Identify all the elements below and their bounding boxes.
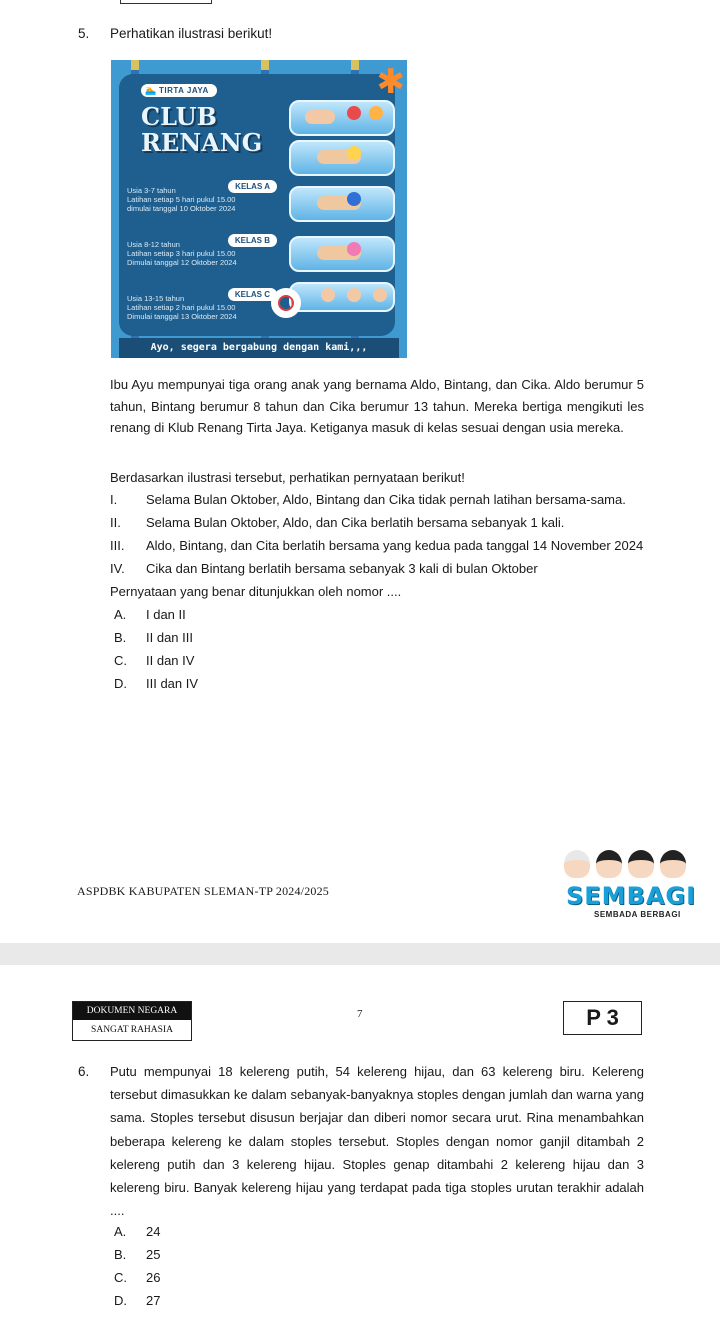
kid-head-shape (373, 288, 387, 302)
starfish-icon: ✱ (376, 63, 405, 101)
class-c-title: KELAS C (228, 288, 277, 301)
option-letter: C. (114, 1270, 127, 1285)
statement-text: Cika dan Bintang berlatih bersama sebanyak 3 kali di bulan Oktober (146, 561, 538, 576)
life-ring-icon (271, 288, 301, 318)
class-c-swimmer-picture (289, 236, 395, 272)
option-letter: A. (114, 1224, 127, 1239)
class-c-start: Dimulai tanggal 13 Oktober 2024 (127, 312, 237, 321)
poster-title (141, 104, 262, 156)
class-a-start: dimulai tanggal 10 Oktober 2024 (127, 204, 236, 213)
option-letter: D. (114, 1293, 127, 1308)
swim-cap-shape (347, 146, 361, 160)
footer-text: ASPDBK KABUPATEN SLEMAN-TP 2024/2025 (77, 884, 330, 898)
swim-cap-shape (369, 106, 383, 120)
class-b-info (127, 236, 270, 267)
question-5-question: Pernyataan yang benar ditunjukkan oleh nomor .... (110, 584, 402, 599)
class-a-swimmer-picture (289, 140, 395, 176)
swimmer-icon: 🏊 (145, 85, 157, 95)
option-text: III dan IV (146, 676, 199, 691)
question-5-instruction: Berdasarkan ilustrasi tersebut, perhatikan pernyataan berikut! (110, 470, 465, 485)
class-b-schedule: Latihan setiap 3 hari pukul 15.00 (127, 249, 236, 258)
poster-panel (119, 74, 395, 336)
statement-text: Selama Bulan Oktober, Aldo, Bintang dan Cika tidak pernah latihan bersama-sama. (146, 492, 626, 507)
class-b-age: Usia 8-12 tahun (127, 240, 180, 249)
kid-illustration (564, 850, 590, 878)
option-letter: D. (114, 676, 127, 691)
poster-brand-text: TIRTA JAYA (159, 86, 209, 95)
page-number: 7 (357, 1008, 363, 1020)
class-a-schedule: Latihan setiap 5 hari pukul 15.00 (127, 195, 236, 204)
option-text: 24 (146, 1224, 161, 1239)
class-c-info (127, 290, 270, 321)
class-b-swimmer-picture (289, 186, 395, 222)
option-letter: B. (114, 630, 127, 645)
option-text: I dan II (146, 607, 186, 622)
document-classification-top: DOKUMEN NEGARA (73, 1002, 191, 1020)
kid-illustration (596, 850, 622, 878)
poster-brand (141, 84, 217, 97)
option-text: II dan IV (146, 653, 195, 668)
statement-number: II. (110, 515, 121, 530)
kid-head-shape (321, 288, 335, 302)
option-text: 26 (146, 1270, 161, 1285)
poster-banner: Ayo, segera bergabung dengan kami,,, (119, 338, 399, 358)
question-6-number: 6. (78, 1064, 90, 1079)
class-a-title: KELAS A (228, 180, 277, 193)
swim-cap-shape (347, 242, 361, 256)
option-letter: C. (114, 653, 127, 668)
swim-cap-shape (347, 106, 361, 120)
kid-illustration (660, 850, 686, 878)
kids-pool-picture (289, 100, 395, 136)
question-5-number: 5. (78, 26, 90, 41)
kids-lane-picture (289, 282, 395, 312)
question-5-paragraph: Ibu Ayu mempunyai tiga orang anak yang bernama Aldo, Bintang, dan Cika. Aldo berumur 5 tahun, Bintang berumur 8 tahun dan Cika berumur 13 tahun. Mereka bertiga mengikuti les renang di Klub Renang Tirta Jaya. Ketiganya masuk di kelas sesuai dengan usia mereka. (110, 377, 644, 435)
poster-title-line1: CLUB (141, 102, 217, 131)
class-c-age: Usia 13-15 tahun (127, 294, 185, 303)
page-separator (0, 943, 720, 965)
statement-text: Selama Bulan Oktober, Aldo, dan Cika berlatih bersama sebanyak 1 kali. (146, 515, 565, 530)
swimmer-shape (305, 110, 335, 124)
class-b-title: KELAS B (228, 234, 277, 247)
option-letter: A. (114, 607, 127, 622)
top-tab-box (120, 0, 212, 4)
document-classification-box (72, 1001, 192, 1041)
option-letter: B. (114, 1247, 127, 1262)
poster-title-line2: RENANG (141, 128, 263, 157)
kid-head-shape (347, 288, 361, 302)
sembagi-logo: SEMBAGI (566, 882, 697, 910)
statement-number: III. (110, 538, 125, 553)
sembagi-logo-subtitle: SEMBADA BERBAGI (594, 910, 681, 919)
packet-code-box: P 3 (563, 1001, 642, 1035)
class-c-schedule: Latihan setiap 2 hari pukul 15.00 (127, 303, 236, 312)
swim-cap-shape (347, 192, 361, 206)
sembagi-mascot-illustration (560, 846, 700, 886)
statement-text: Aldo, Bintang, dan Cita berlatih bersama yang kedua pada tanggal 14 November 2024 (146, 538, 644, 553)
kid-illustration (628, 850, 654, 878)
option-text: 27 (146, 1293, 161, 1308)
option-text: II dan III (146, 630, 193, 645)
swim-club-poster (111, 60, 407, 358)
class-b-start: Dimulai tanggal 12 Oktober 2024 (127, 258, 237, 267)
document-classification-bottom: SANGAT RAHASIA (91, 1025, 173, 1035)
question-5-prompt: Perhatikan ilustrasi berikut! (110, 26, 273, 41)
statement-number: I. (110, 492, 118, 507)
class-a-age: Usia 3-7 tahun (127, 186, 176, 195)
class-a-info (127, 182, 270, 213)
option-text: 25 (146, 1247, 161, 1262)
question-6-paragraph: Putu mempunyai 18 kelereng putih, 54 kelereng hijau, dan 63 kelereng biru. Kelereng tersebut dimasukkan ke dalam sebanyak-banyaknya stoples dengan jumlah dan warna yang sama. Stoples tersebut disusun berjajar dan diberi nomor secara urut. Rina menambahkan beberapa kelereng ke dalam stoples tersebut. Stoples dengan nomor ganjil ditambah 2 kelereng putih dan 3 kelereng hijau. Stoples genap ditambahi 2 kelereng hijau dan 3 kelereng biru. Banyak kelereng hijau yang terdapat pada tiga stoples urutan terakhir adalah .... (110, 1064, 644, 1219)
statement-number: IV. (110, 561, 125, 576)
